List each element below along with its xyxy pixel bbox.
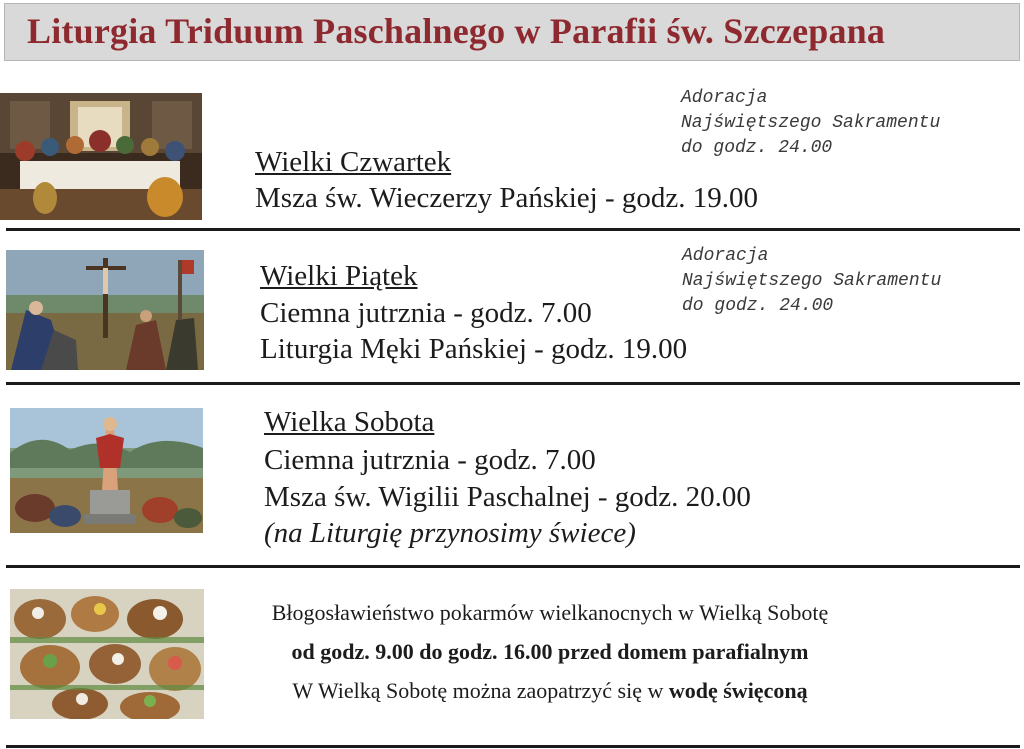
friday-adoration-note: Adoracja Najświętszego Sakramentu do godz. 24.00 bbox=[682, 246, 942, 316]
thursday-mass-line: Msza św. Wieczerzy Pańskiej - godz. 19.00 bbox=[255, 182, 758, 214]
saturday-candle-note: (na Liturgię przynosimy świece) bbox=[264, 517, 636, 549]
saturday-matins-line: Ciemna jutrznia - godz. 7.00 bbox=[264, 444, 596, 476]
blessing-line-3 bbox=[230, 678, 870, 704]
friday-matins-line: Ciemna jutrznia - godz. 7.00 bbox=[260, 297, 592, 329]
section-divider bbox=[6, 228, 1020, 231]
thursday-adoration-note: Adoracja Najświętszego Sakramentu do godz. 24.00 bbox=[681, 88, 941, 158]
page-title: Liturgia Triduum Paschalnego w Parafii św. Szczepana bbox=[27, 11, 886, 51]
holy-water-text: W Wielką Sobotę można zaopatrzyć się w bbox=[292, 678, 669, 703]
resurrection-image bbox=[10, 408, 203, 533]
blessing-line-1: Błogosławieństwo pokarmów wielkanocnych w Wielką Sobotę bbox=[271, 600, 829, 625]
blessing-line-2: od godz. 9.00 do godz. 16.00 przed domem parafialnym bbox=[291, 639, 809, 664]
saturday-title: Wielka Sobota bbox=[264, 406, 435, 438]
saturday-vigil-line: Msza św. Wigilii Paschalnej - godz. 20.00 bbox=[264, 481, 751, 513]
header-banner bbox=[4, 3, 1020, 61]
last-supper-image bbox=[0, 93, 202, 220]
crucifixion-image bbox=[6, 250, 204, 370]
section-divider bbox=[6, 382, 1020, 385]
easter-baskets-image bbox=[10, 589, 204, 719]
holy-water-bold: wodę święconą bbox=[668, 678, 808, 703]
friday-passion-line: Liturgia Męki Pańskiej - godz. 19.00 bbox=[260, 333, 688, 365]
section-divider bbox=[6, 565, 1020, 568]
thursday-title: Wielki Czwartek bbox=[255, 146, 452, 178]
friday-title: Wielki Piątek bbox=[260, 260, 418, 292]
section-divider bbox=[6, 745, 1020, 748]
